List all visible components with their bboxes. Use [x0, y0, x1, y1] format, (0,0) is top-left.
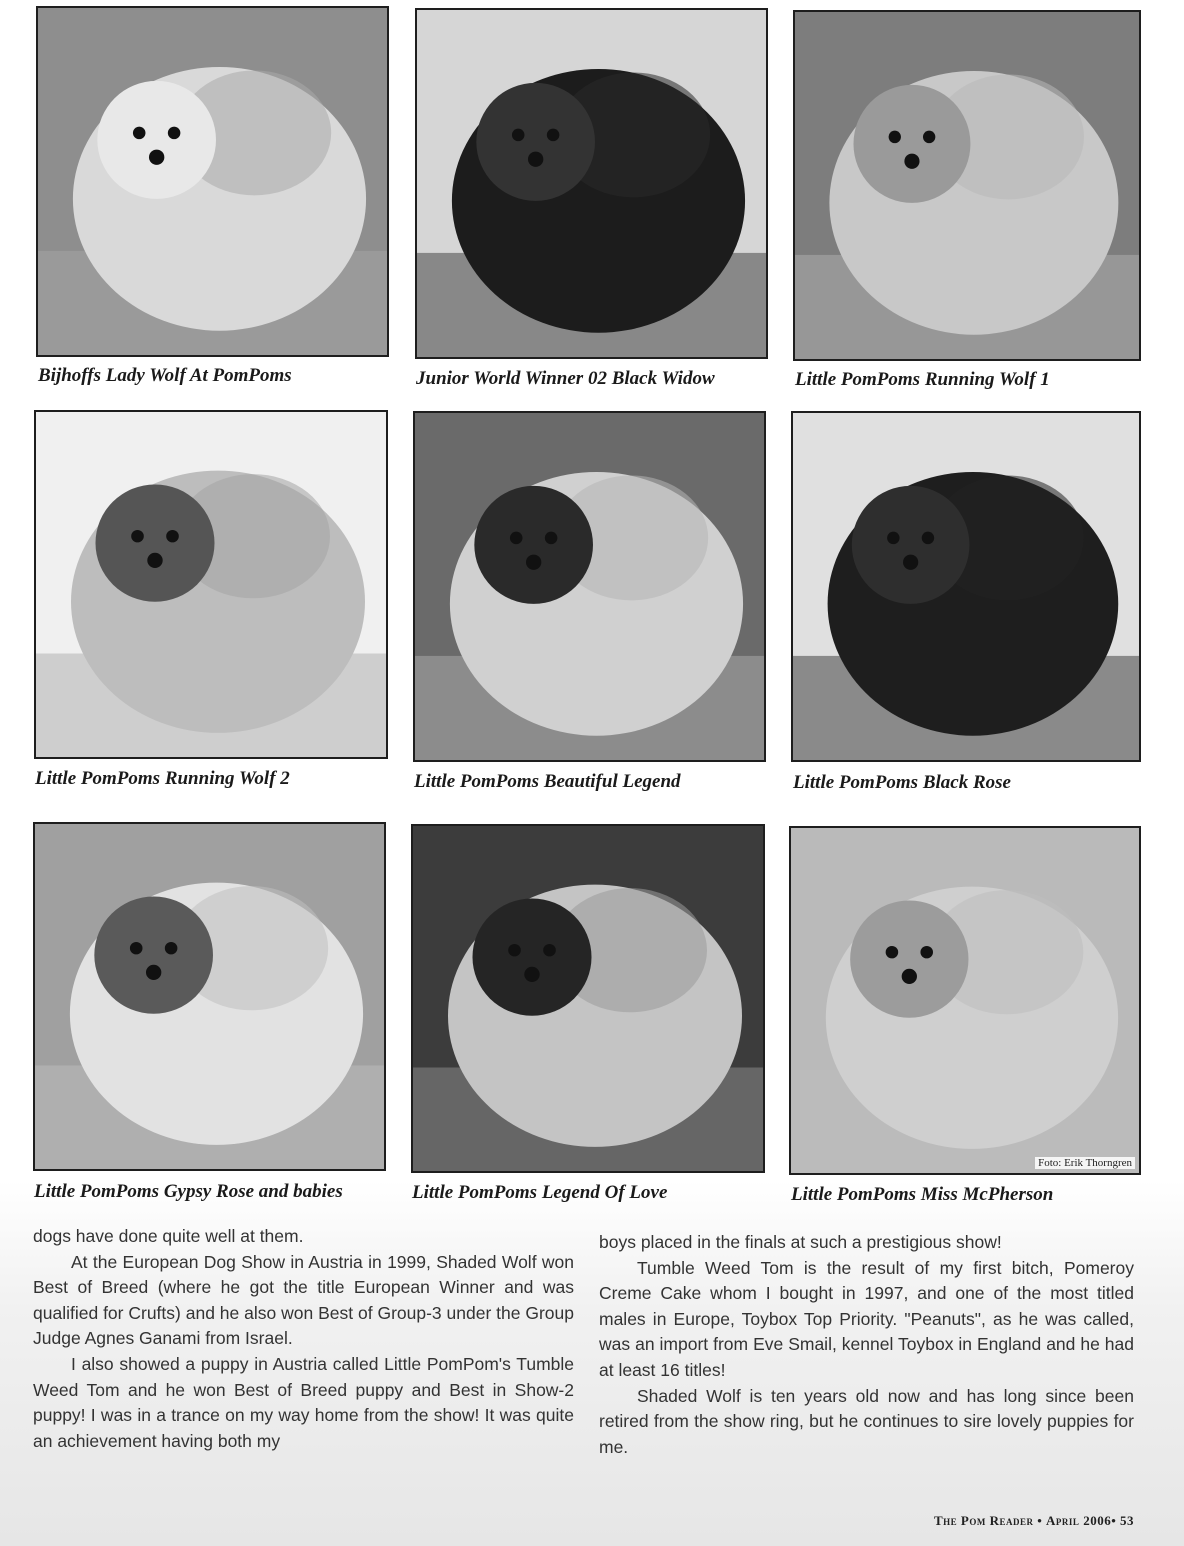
caption-bijhoffs-lady-wolf: Bijhoffs Lady Wolf At PomPoms	[38, 365, 292, 386]
footer-publication: The Pom Reader	[933, 1513, 1034, 1528]
caption-beautiful-legend: Little PomPoms Beautiful Legend	[414, 771, 681, 792]
photo-credit: Foto: Erik Thorngren	[1035, 1157, 1135, 1169]
dog-nose	[526, 555, 541, 570]
photo-black-rose	[791, 411, 1141, 762]
dog-eye	[922, 532, 934, 544]
photo-illustration	[413, 826, 763, 1171]
caption-black-widow: Junior World Winner 02 Black Widow	[416, 368, 715, 389]
dog-head	[474, 486, 593, 604]
dog-head	[94, 896, 213, 1013]
dog-eye	[886, 946, 899, 958]
dog-eye	[923, 131, 935, 143]
photo-illustration	[791, 828, 1139, 1173]
dog-head	[850, 900, 968, 1017]
dog-nose	[904, 154, 919, 169]
photo-illustration	[793, 413, 1139, 760]
dog-eye	[887, 532, 899, 544]
dog-eye	[510, 532, 523, 544]
dog-head	[97, 81, 216, 199]
photo-bijhoffs-lady-wolf	[36, 6, 389, 357]
dog-eye	[920, 946, 933, 958]
dog-head	[473, 898, 592, 1015]
dog-head	[853, 85, 970, 203]
dog-eye	[131, 530, 144, 542]
photo-legend-of-love	[411, 824, 765, 1173]
dog-eye	[543, 944, 556, 956]
photo-running-wolf-1	[793, 10, 1141, 361]
dog-nose	[146, 965, 161, 980]
photo-black-widow	[415, 8, 768, 359]
dog-nose	[528, 152, 543, 167]
dog-eye	[133, 127, 146, 139]
photo-illustration	[35, 824, 384, 1169]
page-footer	[934, 1513, 1134, 1529]
article-right-column	[599, 1230, 1134, 1460]
footer-separator: •	[1037, 1513, 1043, 1528]
photo-beautiful-legend	[413, 411, 766, 762]
caption-black-rose: Little PomPoms Black Rose	[793, 772, 1011, 793]
article-paragraph: I also showed a puppy in Austria called Little PomPom's Tumble Weed Tom and he won Best of Breed puppy and Best in Show-2 puppy! I was in a trance on my way home from the show! It was quite an achievement having both my	[33, 1353, 574, 1451]
dog-eye	[889, 131, 901, 143]
article-paragraph: boys placed in the finals at such a prestigious show!	[599, 1232, 1002, 1252]
dog-nose	[902, 969, 917, 984]
caption-running-wolf-2: Little PomPoms Running Wolf 2	[35, 768, 290, 789]
article-paragraph: Shaded Wolf is ten years old now and has long since been retired from the show ring, but he continues to sire lovely puppies for me.	[599, 1385, 1134, 1457]
dog-eye	[508, 944, 521, 956]
dog-nose	[147, 553, 162, 568]
footer-separator: •	[1111, 1513, 1117, 1528]
article-paragraph: dogs have done quite well at them.	[33, 1226, 304, 1246]
article-paragraph: At the European Dog Show in Austria in 1999, Shaded Wolf won Best of Breed (where he got the title European Winner and was qualified for Crufts) and he also won Best of Group-3 under the Group Judge Agnes Ganami from Israel.	[33, 1251, 574, 1349]
dog-eye	[166, 530, 179, 542]
footer-page-number: 53	[1120, 1513, 1134, 1528]
dog-eye	[165, 942, 178, 954]
article-paragraph: Tumble Weed Tom is the result of my first bitch, Pomeroy Creme Cake whom I bought in 1997, and one of the most titled males in Europe, Toybox Top Priority. "Peanuts", as he was called, was an import from Eve Smail, kennel Toybox in England and he had at least 16 titles!	[599, 1257, 1134, 1380]
photo-illustration	[795, 12, 1139, 359]
photo-illustration	[417, 10, 766, 357]
caption-running-wolf-1: Little PomPoms Running Wolf 1	[795, 369, 1050, 390]
photo-illustration	[415, 413, 764, 760]
dog-eye	[168, 127, 181, 139]
dog-eye	[545, 532, 558, 544]
caption-gypsy-rose-and-babies: Little PomPoms Gypsy Rose and babies	[34, 1181, 343, 1202]
dog-head	[852, 486, 970, 604]
dog-head	[476, 83, 595, 201]
caption-legend-of-love: Little PomPoms Legend Of Love	[412, 1182, 668, 1203]
article-left-column	[33, 1224, 574, 1454]
dog-eye	[512, 129, 525, 141]
dog-eye	[130, 942, 143, 954]
photo-running-wolf-2	[34, 410, 388, 759]
dog-nose	[903, 555, 918, 570]
dog-eye	[547, 129, 560, 141]
caption-miss-mcpherson: Little PomPoms Miss McPherson	[791, 1184, 1054, 1205]
dog-nose	[149, 150, 164, 165]
photo-illustration	[38, 8, 387, 355]
photo-gypsy-rose-and-babies	[33, 822, 386, 1171]
photo-illustration	[36, 412, 386, 757]
photo-miss-mcpherson	[789, 826, 1141, 1175]
footer-issue: April 2006	[1046, 1513, 1112, 1528]
dog-head	[96, 484, 215, 601]
dog-nose	[524, 967, 539, 982]
